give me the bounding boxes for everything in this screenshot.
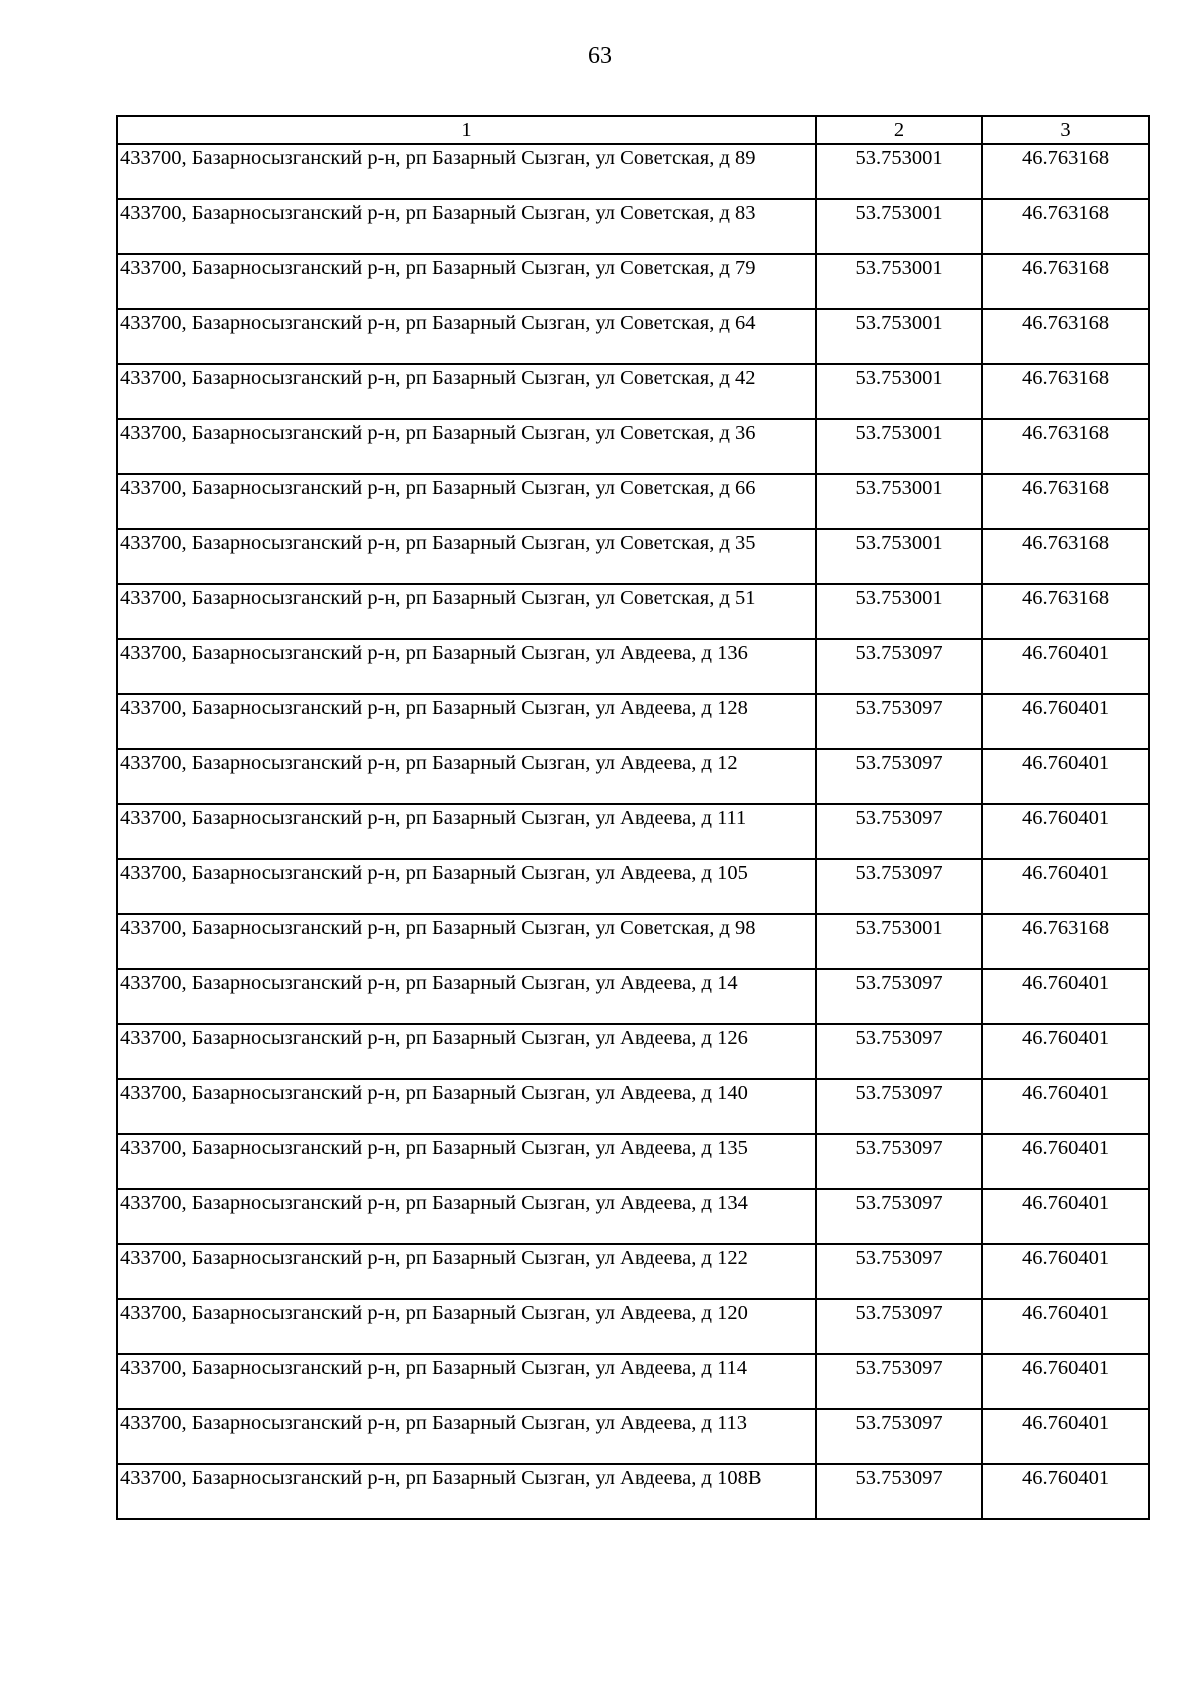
latitude-cell: 53.753097	[816, 1464, 982, 1519]
table-row	[117, 144, 1149, 199]
table-body	[117, 144, 1149, 1519]
table-row	[117, 309, 1149, 364]
address-coordinates-table	[116, 115, 1150, 1520]
address-cell: 433700, Базарносызганский р-н, рп Базарный Сызган, ул Авдеева, д 14	[117, 969, 816, 1024]
table-row	[117, 1354, 1149, 1409]
table-row	[117, 419, 1149, 474]
longitude-cell: 46.760401	[982, 859, 1149, 914]
longitude-cell: 46.760401	[982, 1409, 1149, 1464]
table-row	[117, 364, 1149, 419]
address-cell: 433700, Базарносызганский р-н, рп Базарный Сызган, ул Авдеева, д 105	[117, 859, 816, 914]
table-row	[117, 914, 1149, 969]
address-cell: 433700, Базарносызганский р-н, рп Базарный Сызган, ул Авдеева, д 134	[117, 1189, 816, 1244]
longitude-cell: 46.760401	[982, 1189, 1149, 1244]
address-cell: 433700, Базарносызганский р-н, рп Базарный Сызган, ул Авдеева, д 126	[117, 1024, 816, 1079]
address-cell: 433700, Базарносызганский р-н, рп Базарный Сызган, ул Советская, д 79	[117, 254, 816, 309]
longitude-cell: 46.760401	[982, 1464, 1149, 1519]
address-cell: 433700, Базарносызганский р-н, рп Базарный Сызган, ул Советская, д 36	[117, 419, 816, 474]
column-header-3: 3	[982, 116, 1149, 144]
table-row	[117, 1464, 1149, 1519]
longitude-cell: 46.763168	[982, 914, 1149, 969]
table-row	[117, 1189, 1149, 1244]
latitude-cell: 53.753097	[816, 1189, 982, 1244]
address-cell: 433700, Базарносызганский р-н, рп Базарный Сызган, ул Авдеева, д 120	[117, 1299, 816, 1354]
table-row	[117, 694, 1149, 749]
latitude-cell: 53.753001	[816, 254, 982, 309]
address-cell: 433700, Базарносызганский р-н, рп Базарный Сызган, ул Авдеева, д 122	[117, 1244, 816, 1299]
longitude-cell: 46.760401	[982, 1079, 1149, 1134]
latitude-cell: 53.753097	[816, 1409, 982, 1464]
longitude-cell: 46.760401	[982, 1024, 1149, 1079]
table-row	[117, 639, 1149, 694]
longitude-cell: 46.760401	[982, 639, 1149, 694]
address-cell: 433700, Базарносызганский р-н, рп Базарный Сызган, ул Авдеева, д 140	[117, 1079, 816, 1134]
latitude-cell: 53.753097	[816, 1299, 982, 1354]
longitude-cell: 46.760401	[982, 804, 1149, 859]
table-row	[117, 474, 1149, 529]
table-row	[117, 1244, 1149, 1299]
address-cell: 433700, Базарносызганский р-н, рп Базарный Сызган, ул Советская, д 42	[117, 364, 816, 419]
table-header-row	[117, 116, 1149, 144]
table-row	[117, 1024, 1149, 1079]
latitude-cell: 53.753001	[816, 364, 982, 419]
table-row	[117, 969, 1149, 1024]
table-row	[117, 1079, 1149, 1134]
latitude-cell: 53.753097	[816, 1244, 982, 1299]
latitude-cell: 53.753097	[816, 804, 982, 859]
longitude-cell: 46.760401	[982, 749, 1149, 804]
longitude-cell: 46.760401	[982, 694, 1149, 749]
longitude-cell: 46.763168	[982, 199, 1149, 254]
table-row	[117, 1299, 1149, 1354]
latitude-cell: 53.753001	[816, 584, 982, 639]
address-cell: 433700, Базарносызганский р-н, рп Базарный Сызган, ул Советская, д 89	[117, 144, 816, 199]
latitude-cell: 53.753001	[816, 474, 982, 529]
address-cell: 433700, Базарносызганский р-н, рп Базарный Сызган, ул Авдеева, д 128	[117, 694, 816, 749]
longitude-cell: 46.760401	[982, 1299, 1149, 1354]
table-row	[117, 529, 1149, 584]
address-cell: 433700, Базарносызганский р-н, рп Базарный Сызган, ул Советская, д 83	[117, 199, 816, 254]
address-cell: 433700, Базарносызганский р-н, рп Базарный Сызган, ул Авдеева, д 113	[117, 1409, 816, 1464]
table-row	[117, 804, 1149, 859]
latitude-cell: 53.753097	[816, 1134, 982, 1189]
longitude-cell: 46.763168	[982, 529, 1149, 584]
longitude-cell: 46.760401	[982, 1244, 1149, 1299]
address-cell: 433700, Базарносызганский р-н, рп Базарный Сызган, ул Авдеева, д 108В	[117, 1464, 816, 1519]
latitude-cell: 53.753097	[816, 859, 982, 914]
table-row	[117, 1134, 1149, 1189]
table-row	[117, 859, 1149, 914]
address-cell: 433700, Базарносызганский р-н, рп Базарный Сызган, ул Авдеева, д 12	[117, 749, 816, 804]
latitude-cell: 53.753097	[816, 749, 982, 804]
latitude-cell: 53.753097	[816, 1354, 982, 1409]
address-cell: 433700, Базарносызганский р-н, рп Базарный Сызган, ул Советская, д 51	[117, 584, 816, 639]
latitude-cell: 53.753097	[816, 1024, 982, 1079]
table-row	[117, 749, 1149, 804]
table-row	[117, 584, 1149, 639]
longitude-cell: 46.760401	[982, 1354, 1149, 1409]
page-number: 63	[588, 43, 612, 69]
latitude-cell: 53.753001	[816, 914, 982, 969]
address-cell: 433700, Базарносызганский р-н, рп Базарный Сызган, ул Советская, д 98	[117, 914, 816, 969]
address-cell: 433700, Базарносызганский р-н, рп Базарный Сызган, ул Авдеева, д 135	[117, 1134, 816, 1189]
latitude-cell: 53.753097	[816, 1079, 982, 1134]
address-cell: 433700, Базарносызганский р-н, рп Базарный Сызган, ул Советская, д 66	[117, 474, 816, 529]
longitude-cell: 46.763168	[982, 254, 1149, 309]
longitude-cell: 46.763168	[982, 584, 1149, 639]
latitude-cell: 53.753097	[816, 694, 982, 749]
column-header-1: 1	[117, 116, 816, 144]
longitude-cell: 46.760401	[982, 1134, 1149, 1189]
latitude-cell: 53.753001	[816, 529, 982, 584]
longitude-cell: 46.763168	[982, 419, 1149, 474]
longitude-cell: 46.760401	[982, 969, 1149, 1024]
latitude-cell: 53.753097	[816, 639, 982, 694]
address-cell: 433700, Базарносызганский р-н, рп Базарный Сызган, ул Советская, д 35	[117, 529, 816, 584]
longitude-cell: 46.763168	[982, 474, 1149, 529]
table-row	[117, 1409, 1149, 1464]
latitude-cell: 53.753097	[816, 969, 982, 1024]
table-row	[117, 254, 1149, 309]
latitude-cell: 53.753001	[816, 309, 982, 364]
longitude-cell: 46.763168	[982, 364, 1149, 419]
column-header-2: 2	[816, 116, 982, 144]
address-cell: 433700, Базарносызганский р-н, рп Базарный Сызган, ул Авдеева, д 111	[117, 804, 816, 859]
address-cell: 433700, Базарносызганский р-н, рп Базарный Сызган, ул Авдеева, д 136	[117, 639, 816, 694]
address-cell: 433700, Базарносызганский р-н, рп Базарный Сызган, ул Авдеева, д 114	[117, 1354, 816, 1409]
latitude-cell: 53.753001	[816, 419, 982, 474]
table-row	[117, 199, 1149, 254]
address-cell: 433700, Базарносызганский р-н, рп Базарный Сызган, ул Советская, д 64	[117, 309, 816, 364]
longitude-cell: 46.763168	[982, 309, 1149, 364]
latitude-cell: 53.753001	[816, 199, 982, 254]
longitude-cell: 46.763168	[982, 144, 1149, 199]
latitude-cell: 53.753001	[816, 144, 982, 199]
